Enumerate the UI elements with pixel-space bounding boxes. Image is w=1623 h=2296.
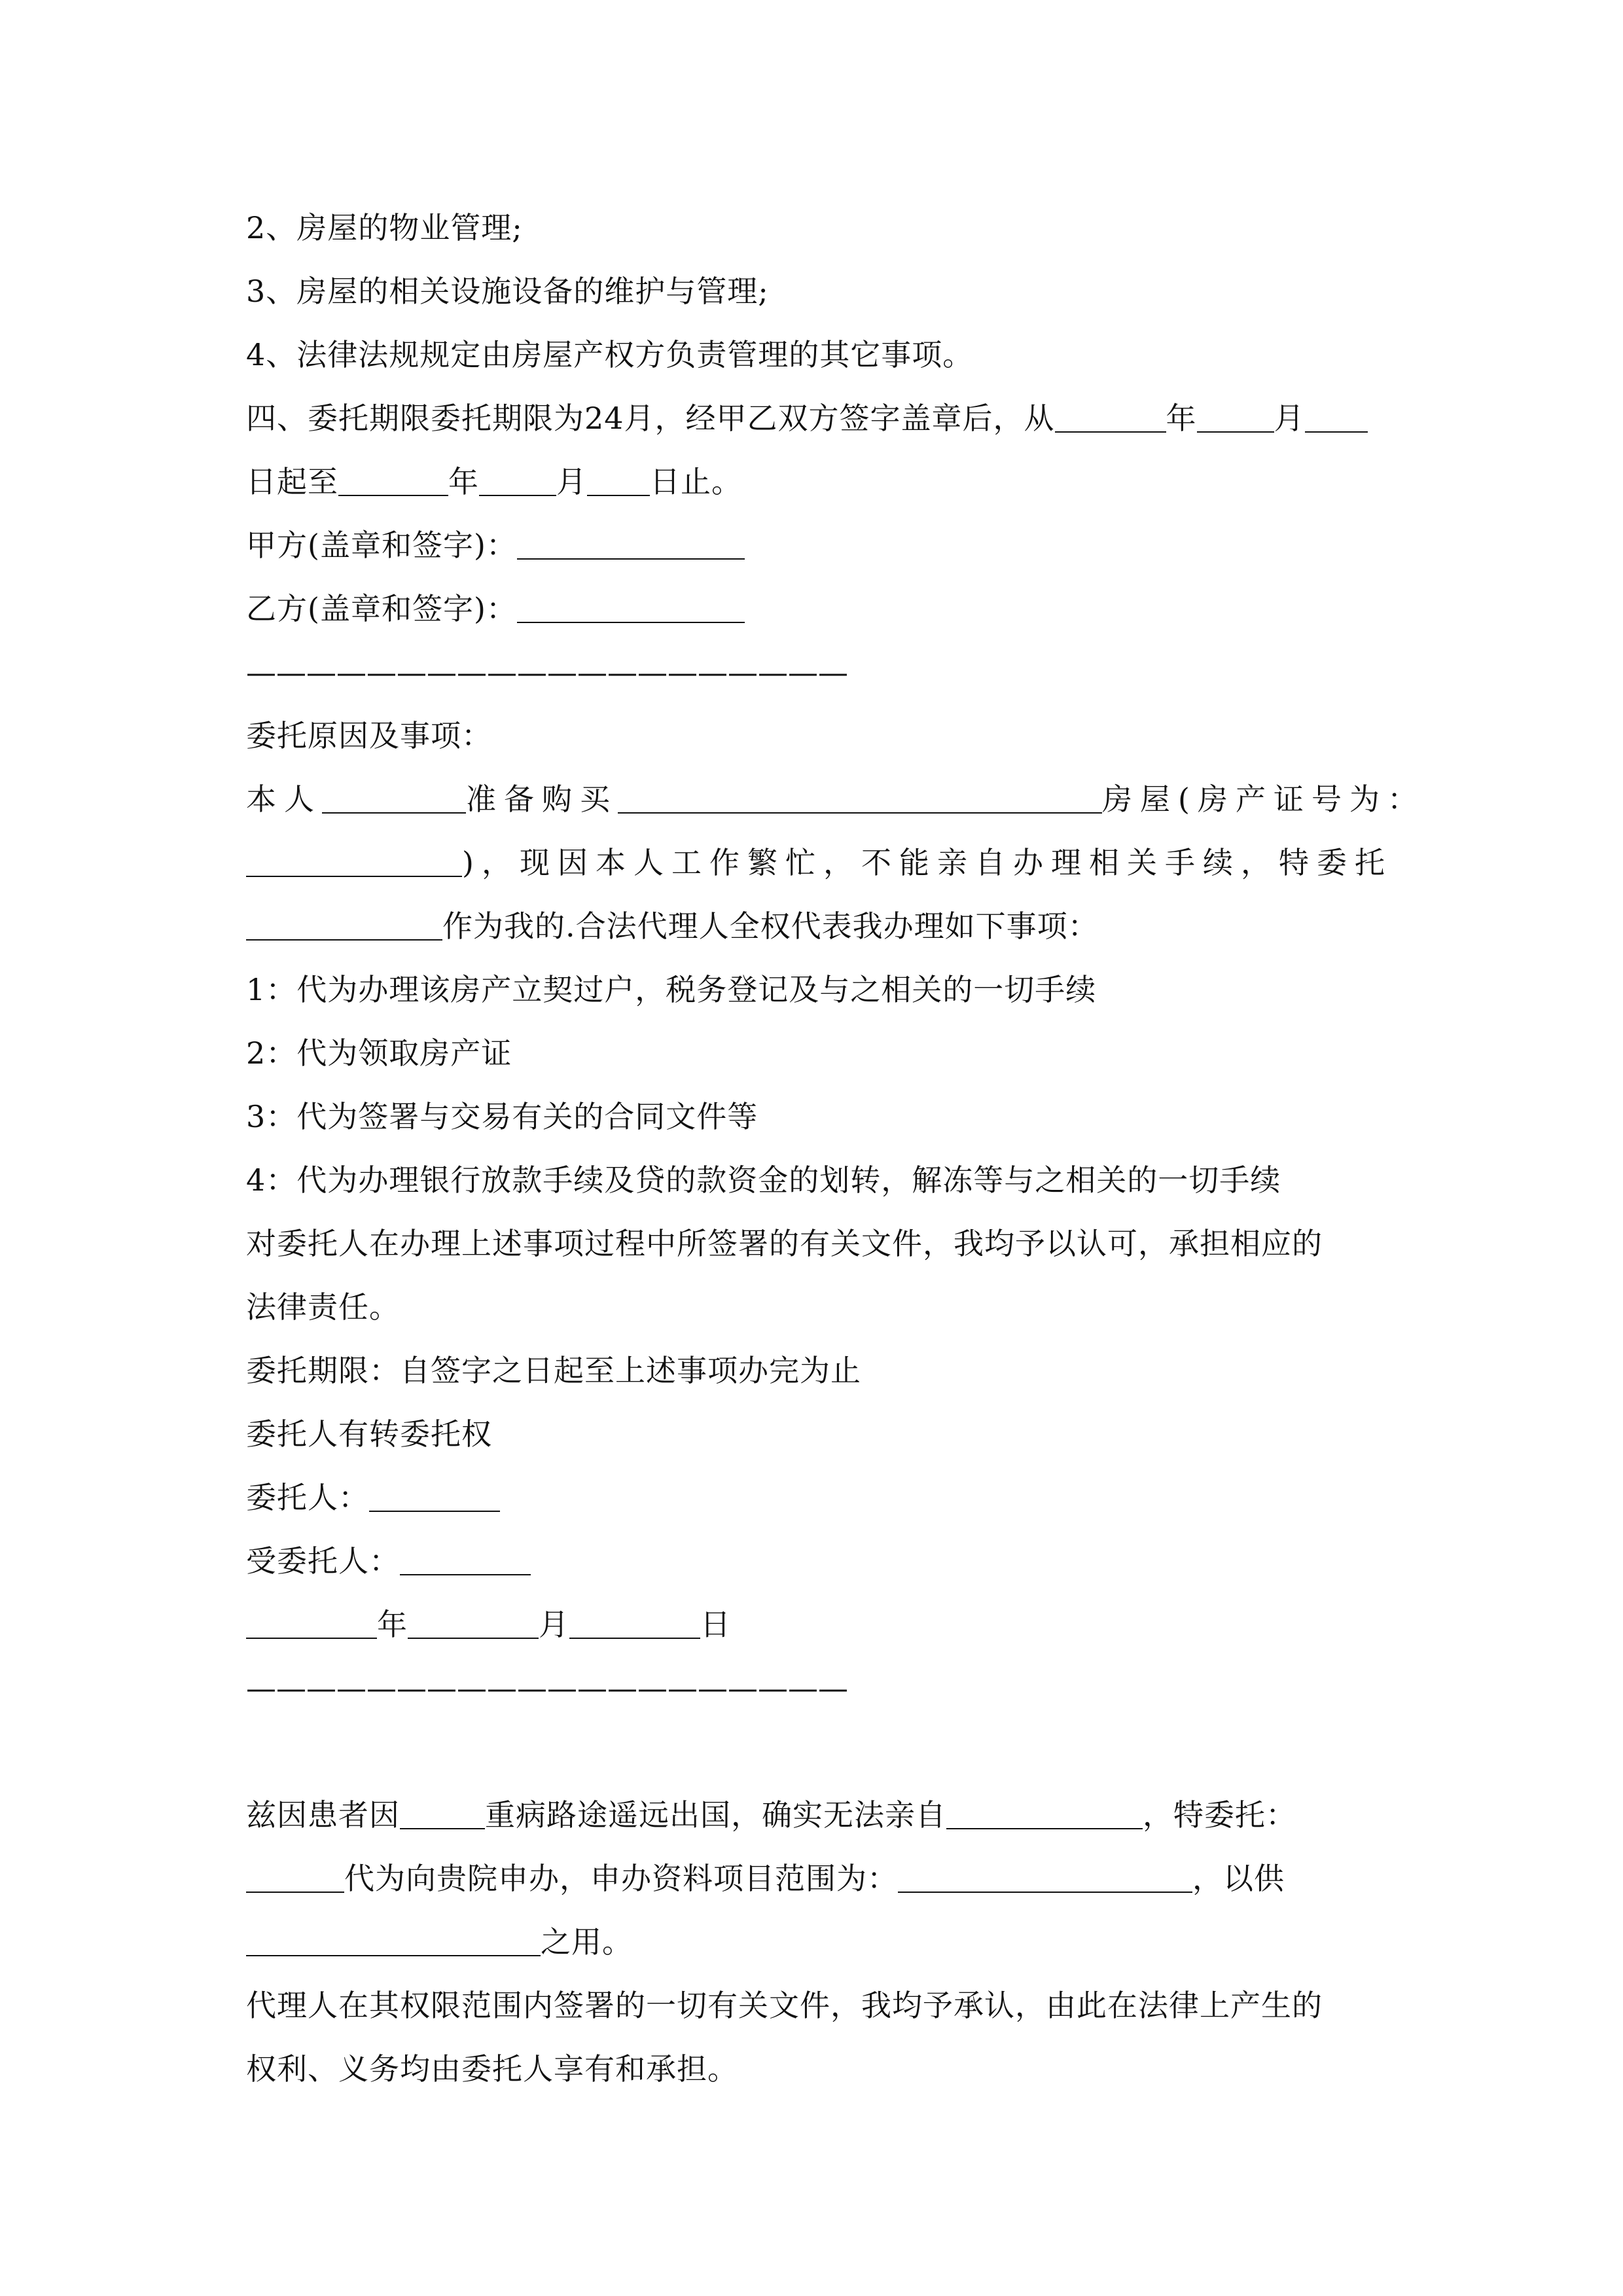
- reason-line-3: [246, 895, 1381, 958]
- month-blank: [1197, 401, 1274, 433]
- year-blank: [1055, 401, 1166, 433]
- spacer: [246, 1720, 1381, 1784]
- day-end-label: 日止。: [650, 464, 742, 499]
- text-segment: 代为向贵院申办，申办资料项目范围为：: [344, 1861, 898, 1896]
- scope-blank: [898, 1861, 1192, 1893]
- text-segment: 兹因患者因: [246, 1797, 400, 1833]
- year-blank: [338, 465, 448, 496]
- year-label: 年: [448, 464, 479, 499]
- party-a-signature: [246, 514, 1381, 577]
- text-segment: ，特委托：: [1143, 1797, 1296, 1833]
- certificate-blank: [246, 846, 462, 877]
- responsibility-line: 权利、义务均由委托人享有和承担。: [246, 2051, 738, 2087]
- year-label: 年: [377, 1607, 408, 1642]
- principal-signature: [246, 1466, 1381, 1530]
- party-b-signature: [246, 577, 1381, 641]
- list-item: 3、房屋的相关设施设备的维护与管理;: [246, 274, 769, 309]
- property-blank: [618, 782, 1102, 814]
- party-a-label: 甲方(盖章和签字)：: [246, 528, 517, 563]
- list-item: 1：代为办理该房产立契过户，税务登记及与之相关的一切手续: [246, 972, 1097, 1007]
- matter-blank: [946, 1798, 1143, 1829]
- text-segment: 准备购买: [466, 781, 618, 817]
- transfer-line: 委托人有转委托权: [246, 1416, 492, 1452]
- agent-signature: [246, 1530, 1381, 1593]
- term-line-1: [246, 387, 1381, 450]
- reason-title: 委托原因及事项：: [246, 718, 492, 753]
- date-line: [246, 1593, 1381, 1657]
- day-blank: [587, 465, 650, 496]
- principal-blank: [369, 1480, 500, 1512]
- list-item: 2、房屋的物业管理;: [246, 210, 523, 245]
- text-segment: 房屋(房产证号为：: [1102, 781, 1425, 817]
- acknowledgement-line: 法律责任。: [246, 1289, 400, 1325]
- list-item: 3：代为签署与交易有关的合同文件等: [246, 1099, 758, 1134]
- text-segment: 本人: [246, 781, 322, 817]
- text-segment: 作为我的.合法代理人全权代表我办理如下事项：: [442, 908, 1099, 944]
- agent-label: 受委托人：: [246, 1543, 400, 1579]
- separator: ————————————————————: [246, 655, 848, 690]
- list-item: 4、法律法规规定由房屋产权方负责管理的其它事项。: [246, 337, 974, 372]
- day-label: 日: [700, 1607, 731, 1642]
- acknowledgement-line: 对委托人在办理上述事项过程中所签署的有关文件，我均予以认可，承担相应的: [246, 1226, 1323, 1261]
- text-segment: 之用。: [541, 1924, 633, 1960]
- year-label: 年: [1166, 401, 1197, 436]
- patient-blank: [400, 1798, 485, 1829]
- purpose-blank: [246, 1925, 541, 1956]
- reason-line-2: [246, 831, 1393, 895]
- party-a-blank: [517, 528, 745, 560]
- term-text: 四、委托期限委托期限为24月，经甲乙双方签字盖章后，从: [246, 401, 1055, 436]
- month-label: 月: [539, 1607, 569, 1642]
- month-label: 月: [556, 464, 587, 499]
- month-blank: [408, 1607, 539, 1639]
- party-b-label: 乙方(盖章和签字)：: [246, 591, 517, 626]
- responsibility-line: 代理人在其权限范围内签署的一切有关文件，我均予承认，由此在法律上产生的: [246, 1988, 1323, 2023]
- list-item: 4：代为办理银行放款手续及贷的款资金的划转，解冻等与之相关的一切手续: [246, 1162, 1281, 1198]
- year-blank: [246, 1607, 377, 1639]
- period-line: 委托期限：自签字之日起至上述事项办完为止: [246, 1353, 861, 1388]
- agent-name-blank: [400, 1544, 531, 1575]
- patient-line-1: [246, 1784, 1381, 1847]
- term-line-2: [246, 450, 1381, 514]
- patient-line-3: [246, 1910, 1381, 1974]
- day-start-label: 日起至: [246, 464, 338, 499]
- day-blank: [1305, 401, 1368, 433]
- month-label: 月: [1274, 401, 1305, 436]
- month-blank: [479, 465, 556, 496]
- list-item: 2：代为领取房产证: [246, 1035, 512, 1071]
- patient-line-2: [246, 1847, 1381, 1910]
- text-segment: ，以供: [1192, 1861, 1285, 1896]
- separator: ————————————————————: [246, 1670, 848, 1706]
- day-blank: [569, 1607, 700, 1639]
- agent-blank: [246, 1861, 344, 1893]
- principal-label: 委托人：: [246, 1480, 369, 1515]
- agent-blank: [246, 909, 442, 941]
- text-segment: )，现因本人工作繁忙，不能亲自办理相关手续，特委托: [462, 845, 1393, 880]
- name-blank: [322, 782, 466, 814]
- text-segment: 重病路途遥远出国，确实无法亲自: [485, 1797, 946, 1833]
- party-b-blank: [517, 592, 745, 623]
- document-page: [246, 196, 1425, 2101]
- reason-line-1: [246, 768, 1425, 831]
